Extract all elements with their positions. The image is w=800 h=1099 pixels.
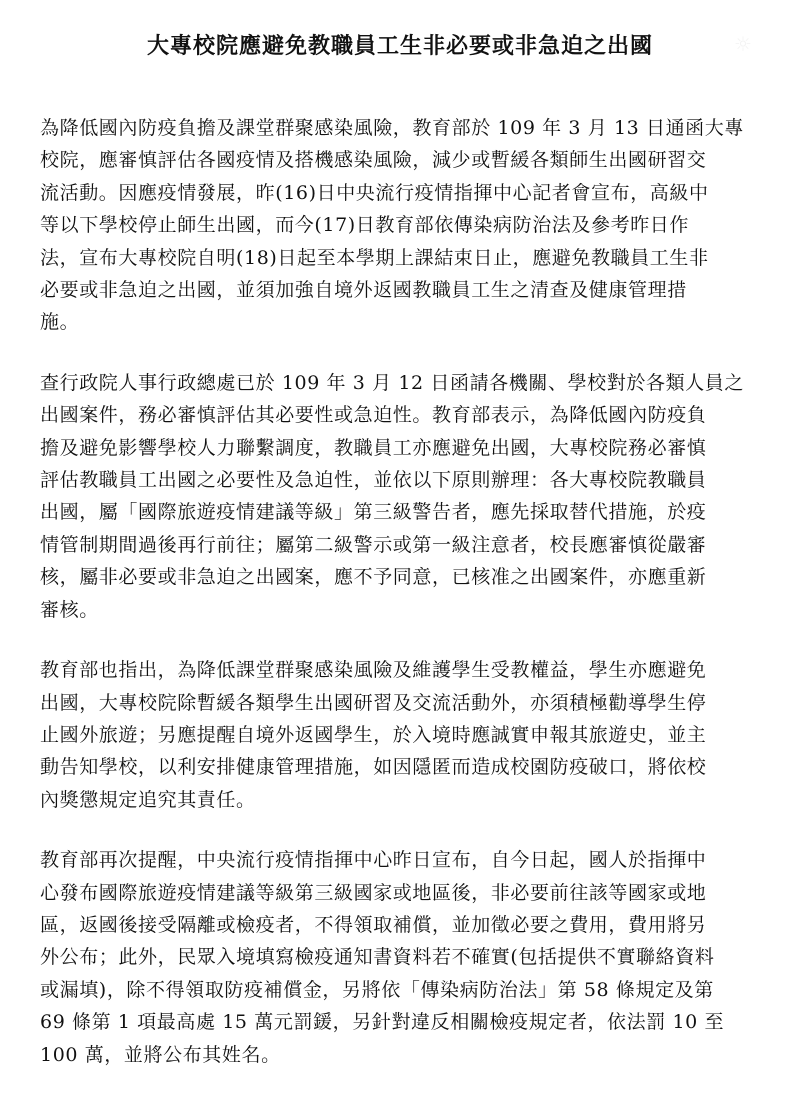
paragraph-line: 出國，屬「國際旅遊疫情建議等級」第三級警告者，應先採取替代措施，於疫 [40, 501, 707, 524]
paragraph-line: 區，返國後接受隔離或檢疫者，不得領取補償，並加徵必要之費用，費用將另 [40, 913, 707, 936]
paragraph-line: 施。 [40, 311, 80, 334]
paragraph-line: 教育部也指出，為降低課堂群聚感染風險及維護學生受教權益，學生亦應避免 [40, 659, 707, 682]
paragraph-line: 查行政院人事行政總處已於 109 年 3 月 12 日函請各機關、學校對於各類人員之 [40, 371, 744, 394]
paragraph [40, 367, 770, 626]
paragraph [40, 844, 770, 1071]
paragraph-line: 外公布；此外，民眾入境填寫檢疫通知書資料若不確實(包括提供不實聯絡資料 [40, 946, 715, 969]
paragraph-line: 69 條第 1 項最高處 15 萬元罰鍰，另針對違反相關檢疫規定者，依法罰 10 至 [40, 1011, 725, 1034]
paragraph-line: 動告知學校，以利安排健康管理措施，如因隱匿而造成校園防疫破口，將依校 [40, 756, 707, 779]
document-body [40, 112, 770, 1099]
paragraph-line: 教育部再次提醒，中央流行疫情指揮中心昨日宣布，自今日起，國人於指揮中 [40, 849, 707, 872]
paragraph-line: 止國外旅遊；另應提醒自境外返國學生，於入境時應誠實申報其旅遊史，並主 [40, 723, 707, 746]
paragraph-line: 心發布國際旅遊疫情建議等級第三級國家或地區後，非必要前往該等國家或地 [40, 881, 707, 904]
paragraph-line: 核，屬非必要或非急迫之出國案，應不予同意，已核准之出國案件，亦應重新 [40, 566, 707, 589]
paragraph-line: 100 萬，並將公布其姓名。 [40, 1043, 281, 1066]
paragraph-line: 必要或非急迫之出國，並須加強自境外返國教職員工生之清查及健康管理措 [40, 279, 687, 302]
paragraph-line: 內獎懲規定追究其責任。 [40, 788, 256, 811]
paragraph-line: 法，宣布大專校院自明(18)日起至本學期上課結束日止，應避免教職員工生非 [40, 246, 709, 269]
paragraph-line: 校院，應審慎評估各國疫情及搭機感染風險，減少或暫緩各類師生出國研習交 [40, 149, 707, 172]
paragraph-line: 出國，大專校院除暫緩各類學生出國研習及交流活動外，亦須積極勸導學生停 [40, 691, 707, 714]
paragraph-line: 流活動。因應疫情發展，昨(16)日中央流行疫情指揮中心記者會宣布，高級中 [40, 181, 709, 204]
paragraph-line: 審核。 [40, 598, 99, 621]
paragraph-line: 評估教職員工出國之必要性及急迫性，並依以下原則辦理：各大專校院教職員 [40, 469, 707, 492]
paragraph-line: 擔及避免影響學校人力聯繫調度，教職員工亦應避免出國，大專校院務必審慎 [40, 436, 707, 459]
faint-watermark-icon: ☼ [734, 32, 752, 56]
paragraph-line: 等以下學校停止師生出國，而今(17)日教育部依傳染病防治法及參考昨日作 [40, 214, 690, 237]
paragraph-line: 或漏填)，除不得領取防疫補償金，另將依「傳染病防治法」第 58 條規定及第 [40, 978, 714, 1001]
document-title: 大專校院應避免教職員工生非必要或非急迫之出國 [146, 34, 653, 59]
paragraph [40, 654, 770, 816]
paragraph-line: 為降低國內防疫負擔及課堂群聚感染風險，教育部於 109 年 3 月 13 日通函大專 [40, 117, 744, 139]
paragraph-line: 情管制期間過後再行前往；屬第二級警示或第一級注意者，校長應審慎從嚴審 [40, 533, 707, 556]
paragraph [40, 112, 770, 339]
paragraph-line: 出國案件，務必審慎評估其必要性或急迫性。教育部表示，為降低國內防疫負 [40, 404, 707, 427]
